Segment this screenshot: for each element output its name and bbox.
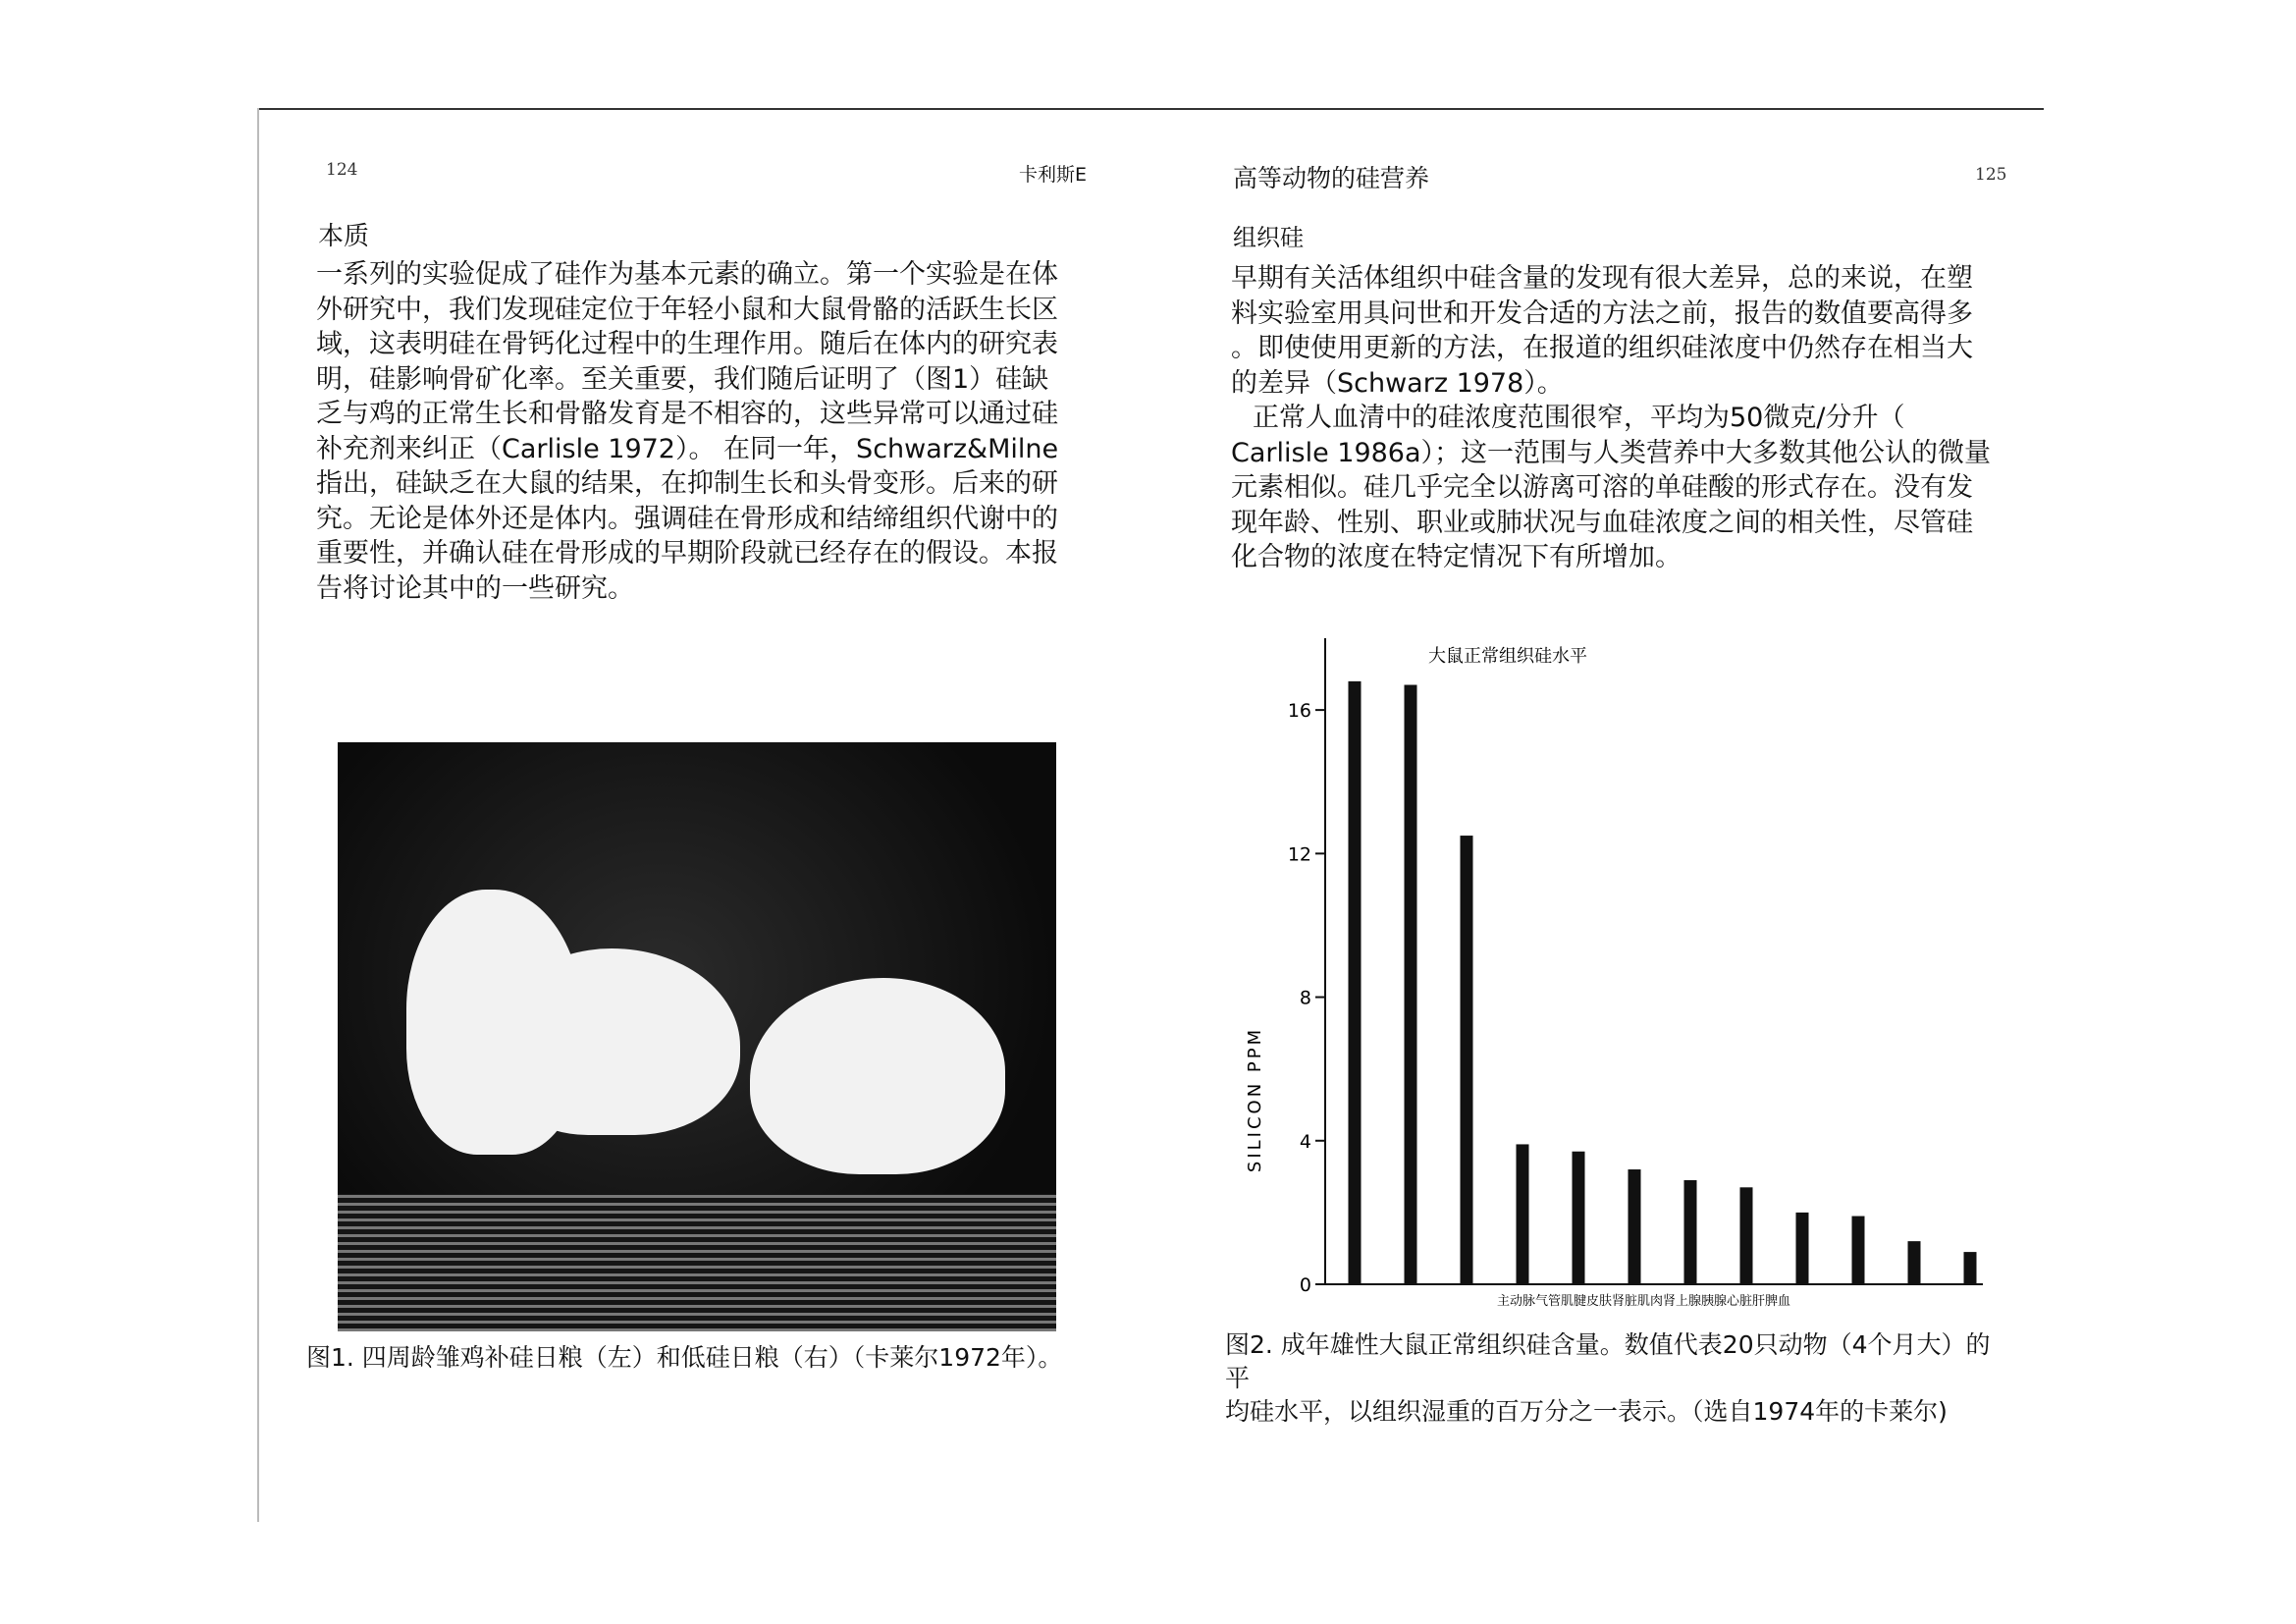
bar [1852,1217,1865,1284]
caption-line: 均硅水平，以组织湿重的百万分之一表示。（选自1974年的卡莱尔) [1225,1397,1948,1426]
figure-1-caption: 图1. 四周龄雏鸡补硅日粮（左）和低硅日粮（右）（卡莱尔1972年）。 [306,1343,1063,1372]
paragraph-line: 明，硅影响骨矿化率。至关重要，我们随后证明了（图1）硅缺 [316,363,1049,395]
bar [1908,1241,1921,1284]
paragraph-line: 。即使使用更新的方法，在报道的组织硅浓度中仍然存在相当大 [1231,333,1973,363]
chart-y-axis-label: SILICON PPM [1245,1026,1265,1173]
paragraph-line: 究。无论是体外还是体内。强调硅在骨形成和结缔组织代谢中的 [316,503,1058,534]
figure-1-photo-chickens [338,742,1056,1331]
left-page-number: 124 [326,160,358,180]
paragraph-line: 一系列的实验促成了硅作为基本元素的确立。第一个实验是在体 [316,259,1058,290]
bar [1740,1187,1753,1284]
paragraph-line: 料实验室用具问世和开发合适的方法之前，报告的数值要高得多 [1231,298,1973,329]
paragraph-line: 早期有关活体组织中硅含量的发现有很大差异，总的来说，在塑 [1231,263,1973,294]
y-tick-label: 8 [1299,987,1311,1009]
paragraph-line: Carlisle 1986a）；这一范围与人类营养中大多数其他公认的微量 [1231,437,1992,468]
bar [1796,1213,1809,1284]
paragraph-line: 化合物的浓度在特定情况下有所增加。 [1231,542,1682,572]
paragraph-line: 告将讨论其中的一些研究。 [316,572,634,604]
paragraph-line: 补充剂来纠正（Carlisle 1972）。 在同一年，Schwarz&Milne [316,433,1059,464]
right-paragraph-2 [1231,401,2006,575]
y-tick-label: 4 [1299,1130,1311,1153]
left-running-head: 卡利斯E [1019,164,1088,186]
paragraph-line: 指出，硅缺乏在大鼠的结果，在抑制生长和头骨变形。后来的研 [316,468,1058,499]
photo-floor [338,1194,1056,1331]
right-paragraph-1 [1231,261,2006,401]
y-tick-label: 16 [1287,700,1311,723]
paragraph-line: 域，这表明硅在骨钙化过程中的生理作用。随后在体内的研究表 [316,329,1058,359]
paragraph-line: 现年龄、性别、职业或肺状况与血硅浓度之间的相关性，尽管硅 [1231,507,1973,538]
figure-2-bar-chart [1227,633,2012,1321]
caption-line: 图2. 成年雄性大鼠正常组织硅含量。数值代表20只动物（4个月大）的平 [1225,1330,1991,1392]
bar [1964,1252,1977,1284]
right-page-number: 125 [1975,165,2007,185]
chick-left-body [495,948,740,1135]
paragraph-line: 外研究中，我们发现硅定位于年轻小鼠和大鼠骨骼的活跃生长区 [316,294,1058,325]
paragraph-line: 重要性，并确认硅在骨形成的早期阶段就已经存在的假设。本报 [316,538,1058,568]
paragraph-line: 乏与鸡的正常生长和骨骼发育是不相容的，这些异常可以通过硅 [316,399,1058,429]
paragraph-line: 元素相似。硅几乎完全以游离可溶的单硅酸的形式存在。没有发 [1231,472,1973,503]
y-tick-label: 0 [1299,1274,1311,1296]
y-tick-label: 12 [1287,843,1311,866]
bar [1684,1180,1697,1284]
figure-2-caption [1225,1328,2010,1429]
left-margin-rule [257,108,259,1522]
bar [1573,1152,1585,1284]
paragraph-line: 正常人血清中的硅浓度范围很窄，平均为50微克/分升（ [1253,403,1905,433]
bar [1461,836,1473,1284]
left-paragraph [316,257,1082,606]
chart-category-labels: 主动脉气管肌腱皮肤肾脏肌肉肾上腺胰腺心脏肝脾血 [1497,1294,1791,1309]
top-rule-right [1031,108,2044,110]
left-section-title: 本质 [318,222,370,251]
bar [1405,685,1417,1284]
bar [1629,1169,1641,1284]
chick-right [750,978,1005,1174]
right-section-title: 组织硅 [1233,224,1304,251]
paragraph-line: 的差异（Schwarz 1978）。 [1231,367,1564,399]
bar [1517,1144,1529,1284]
right-running-head: 高等动物的硅营养 [1233,164,1430,192]
bar [1349,681,1362,1284]
chart-title: 大鼠正常组织硅水平 [1428,646,1587,667]
